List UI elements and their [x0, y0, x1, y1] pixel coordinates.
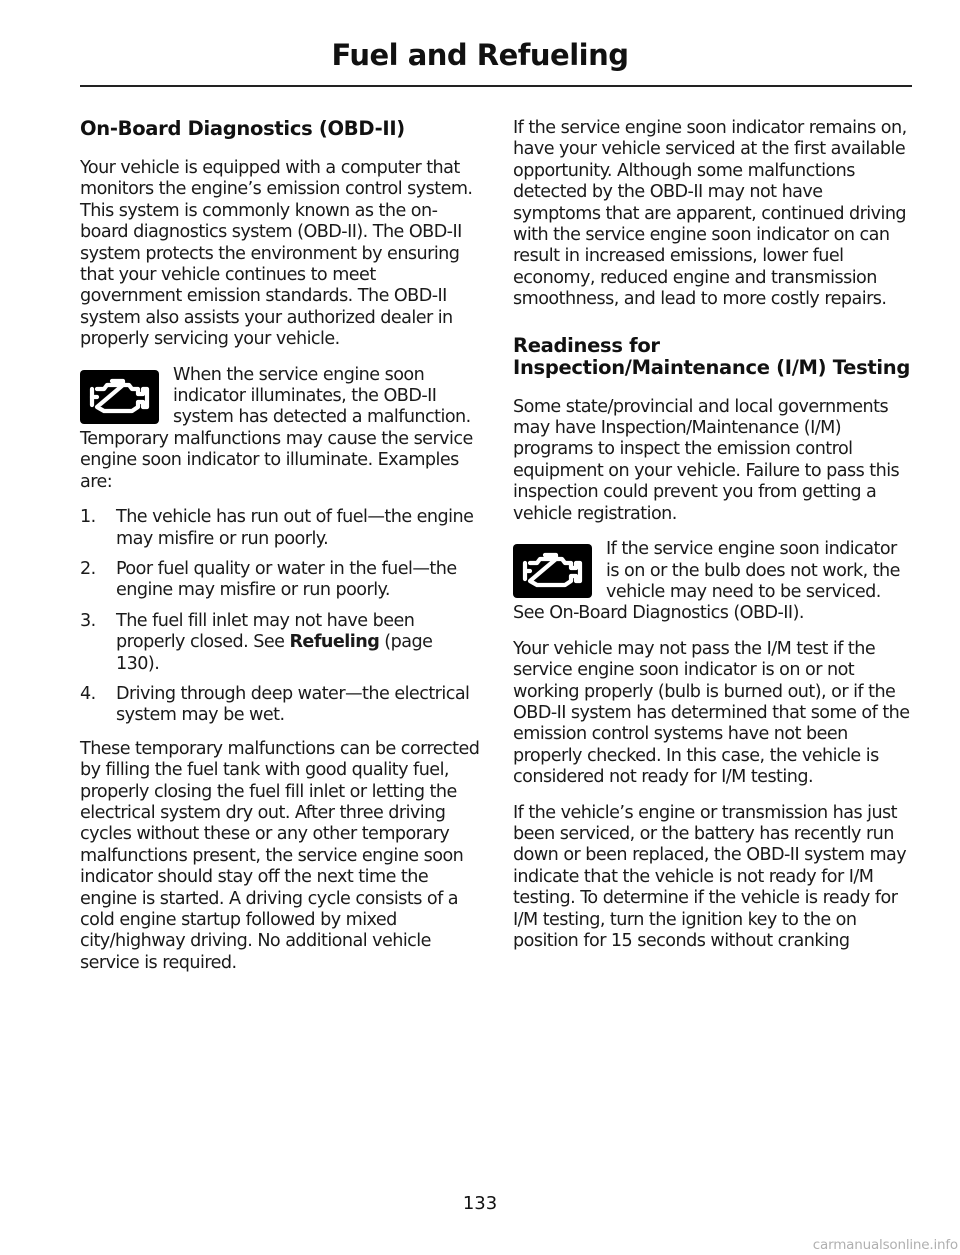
im-programs-paragraph: Some state/provincial and local governments may have Inspection/Maintenance (I/M) programs to inspect the emission control equipment on your vehicle. Failure to pass this inspection could prevent you from getting a vehicle registration.	[513, 396, 900, 524]
indicator-paragraph: When the service engine soon indicator illuminates, the OBD-II system has detected a malfunction. Temporary malfunctions may cause the service engine soon indicator to illuminate. Examples are:	[80, 364, 473, 492]
list-item: 3. The fuel fill inlet may not have been properly closed. See Refueling (page 130).	[80, 610, 433, 674]
check-engine-icon	[80, 370, 159, 424]
closing-paragraph: These temporary malfunctions can be corrected by filling the fuel tank with good quality fuel, properly closing the fuel fill inlet or letting the electrical system dry out. After three driving cycles without these or any other temporary malfunctions present, the service engine soon indicator should stay off the next time the engine is started. A driving cycle consists of a cold engine startup followed by mixed city/highway driving. No additional vehicle service is required.	[80, 738, 480, 973]
page-title: Fuel and Refueling	[331, 38, 629, 72]
service-paragraph: If the service engine soon indicator remains on, have your vehicle serviced at the first available opportunity. Although some malfunctions detected by the OBD-II may not have symptoms that are apparent, continued driving with the service engine soon indicator on can result in increased emissions, lower fuel economy, reduced engine and transmission smoothness, and lead to more costly repairs.	[513, 118, 907, 310]
right-column	[513, 118, 913, 966]
header-divider	[80, 85, 912, 87]
im-test-paragraph: Your vehicle may not pass the I/M test if the service engine soon indicator is on or not working properly (bulb is burned out), or if the OBD-II system has determined that some of the emission control systems have not been properly checked. In this case, the vehicle is considered not ready for I/M testing.	[513, 638, 910, 788]
left-column	[80, 118, 480, 988]
indicator-paragraph: If the service engine soon indicator is on or the bulb does not work, the vehicle may need to be serviced. See On-Board Diagnostics (OBD-II).	[513, 539, 900, 624]
watermark: carmanualsonline.info	[812, 1237, 958, 1253]
list-item: 4. Driving through deep water—the electrical system may be wet.	[80, 683, 470, 726]
section-heading-obd: On-Board Diagnostics (OBD-II)	[80, 117, 405, 140]
intro-paragraph: Your vehicle is equipped with a computer that monitors the engine’s emission control system. This system is commonly known as the on-board diagnostics system (OBD-II). The OBD-II system protects the environment by ensuring that your vehicle continues to meet government emission standards. The OBD-II system also assists your authorized dealer in properly servicing your vehicle.	[80, 158, 473, 350]
section-heading-readiness: Readiness for Inspection/Maintenance (I/M) Testing	[513, 333, 911, 379]
readiness-check-paragraph: If the vehicle’s engine or transmission has just been serviced, or the battery has recently run down or been replaced, the OBD-II system may indicate that the vehicle is not ready for I/M testing. To determine if the vehicle is ready for I/M testing, turn the ignition key to the on position for 15 seconds without cranking	[513, 802, 907, 951]
list-item: 1. The vehicle has run out of fuel—the engine may misfire or run poorly.	[80, 507, 474, 549]
malfunction-examples-list	[80, 507, 480, 727]
check-engine-icon	[513, 544, 592, 598]
page-number: 133	[462, 1193, 498, 1214]
indicator-block	[80, 365, 480, 493]
list-item: 2. Poor fuel quality or water in the fuel—the engine may misfire or run poorly.	[80, 558, 457, 601]
indicator-block	[513, 539, 913, 625]
refueling-reference-link[interactable]: Refueling	[289, 632, 380, 653]
